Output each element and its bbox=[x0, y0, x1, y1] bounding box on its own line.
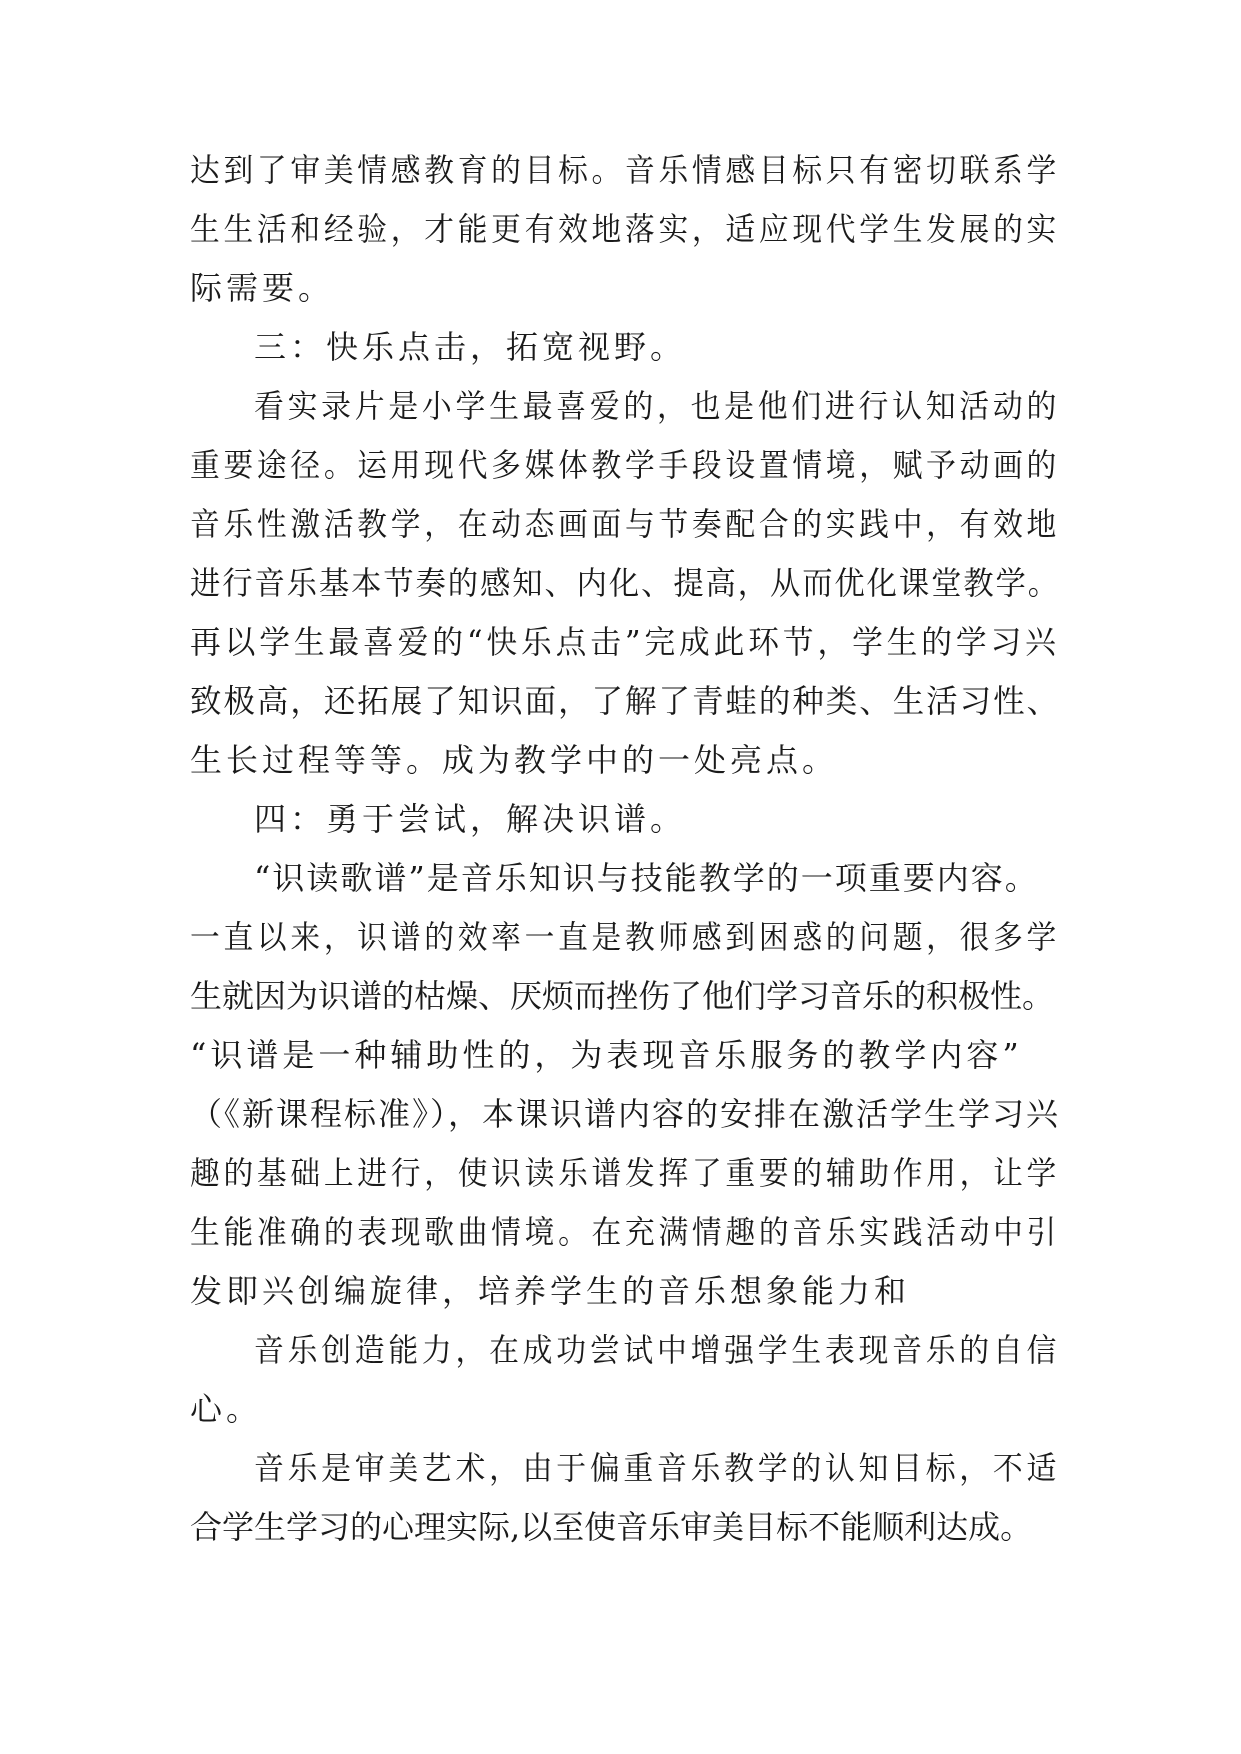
paragraph-line: 音乐是审美艺术，由于偏重音乐教学的认知目标，不适 bbox=[254, 1449, 1061, 1487]
paragraph-line: 生生活和经验，才能更有效地落实，适应现代学生发展的实 bbox=[190, 210, 1061, 248]
paragraph-line: 趣的基础上进行，使识读乐谱发挥了重要的辅助作用，让学 bbox=[190, 1154, 1061, 1192]
paragraph-line: 合学生学习的心理实际,以至使音乐审美目标不能顺利达成。 bbox=[190, 1508, 1033, 1546]
paragraph-line: 生长过程等等。成为教学中的一处亮点。 bbox=[190, 741, 839, 779]
paragraph-line: 再以学生最喜爱的“快乐点击”完成此环节，学生的学习兴 bbox=[190, 623, 1060, 661]
paragraph-line: 进行音乐基本节奏的感知、内化、提高，从而优化课堂教学。 bbox=[190, 564, 1061, 602]
paragraph-line: 看实录片是小学生最喜爱的，也是他们进行认知活动的 bbox=[254, 387, 1061, 425]
paragraph-line: 达到了审美情感教育的目标。音乐情感目标只有密切联系学 bbox=[190, 151, 1061, 189]
paragraph-line: 发即兴创编旋律，培养学生的音乐想象能力和 bbox=[190, 1272, 911, 1310]
paragraph-line: 心。 bbox=[190, 1390, 263, 1428]
paragraph-line: （《新课程标准》），本课识谱内容的安排在激活学生学习兴 bbox=[190, 1095, 1061, 1133]
section-heading: 四：勇于尝试，解决识谱。 bbox=[254, 800, 687, 838]
section-heading: 三：快乐点击，拓宽视野。 bbox=[254, 328, 687, 366]
paragraph-line: 音乐性激活教学，在动态画面与节奏配合的实践中，有效地 bbox=[190, 505, 1061, 543]
paragraph-line: 音乐创造能力，在成功尝试中增强学生表现音乐的自信 bbox=[254, 1331, 1061, 1369]
paragraph-line: 致极高，还拓展了知识面，了解了青蛙的种类、生活习性、 bbox=[190, 682, 1061, 720]
paragraph-line: 生能准确的表现歌曲情境。在充满情趣的音乐实践活动中引 bbox=[190, 1213, 1061, 1251]
paragraph-line: 生就因为识谱的枯燥、厌烦而挫伤了他们学习音乐的积极性。 bbox=[190, 977, 1055, 1015]
paragraph-line: “识读歌谱”是音乐知识与技能教学的一项重要内容。 bbox=[254, 859, 1039, 897]
paragraph-line: 一直以来，识谱的效率一直是教师感到困惑的问题，很多学 bbox=[190, 918, 1061, 956]
paragraph-line: “识谱是一种辅助性的，为表现音乐服务的教学内容” bbox=[190, 1036, 1023, 1074]
paragraph-line: 重要途径。运用现代多媒体教学手段设置情境，赋予动画的 bbox=[190, 446, 1061, 484]
paragraph-line: 际需要。 bbox=[190, 269, 335, 307]
